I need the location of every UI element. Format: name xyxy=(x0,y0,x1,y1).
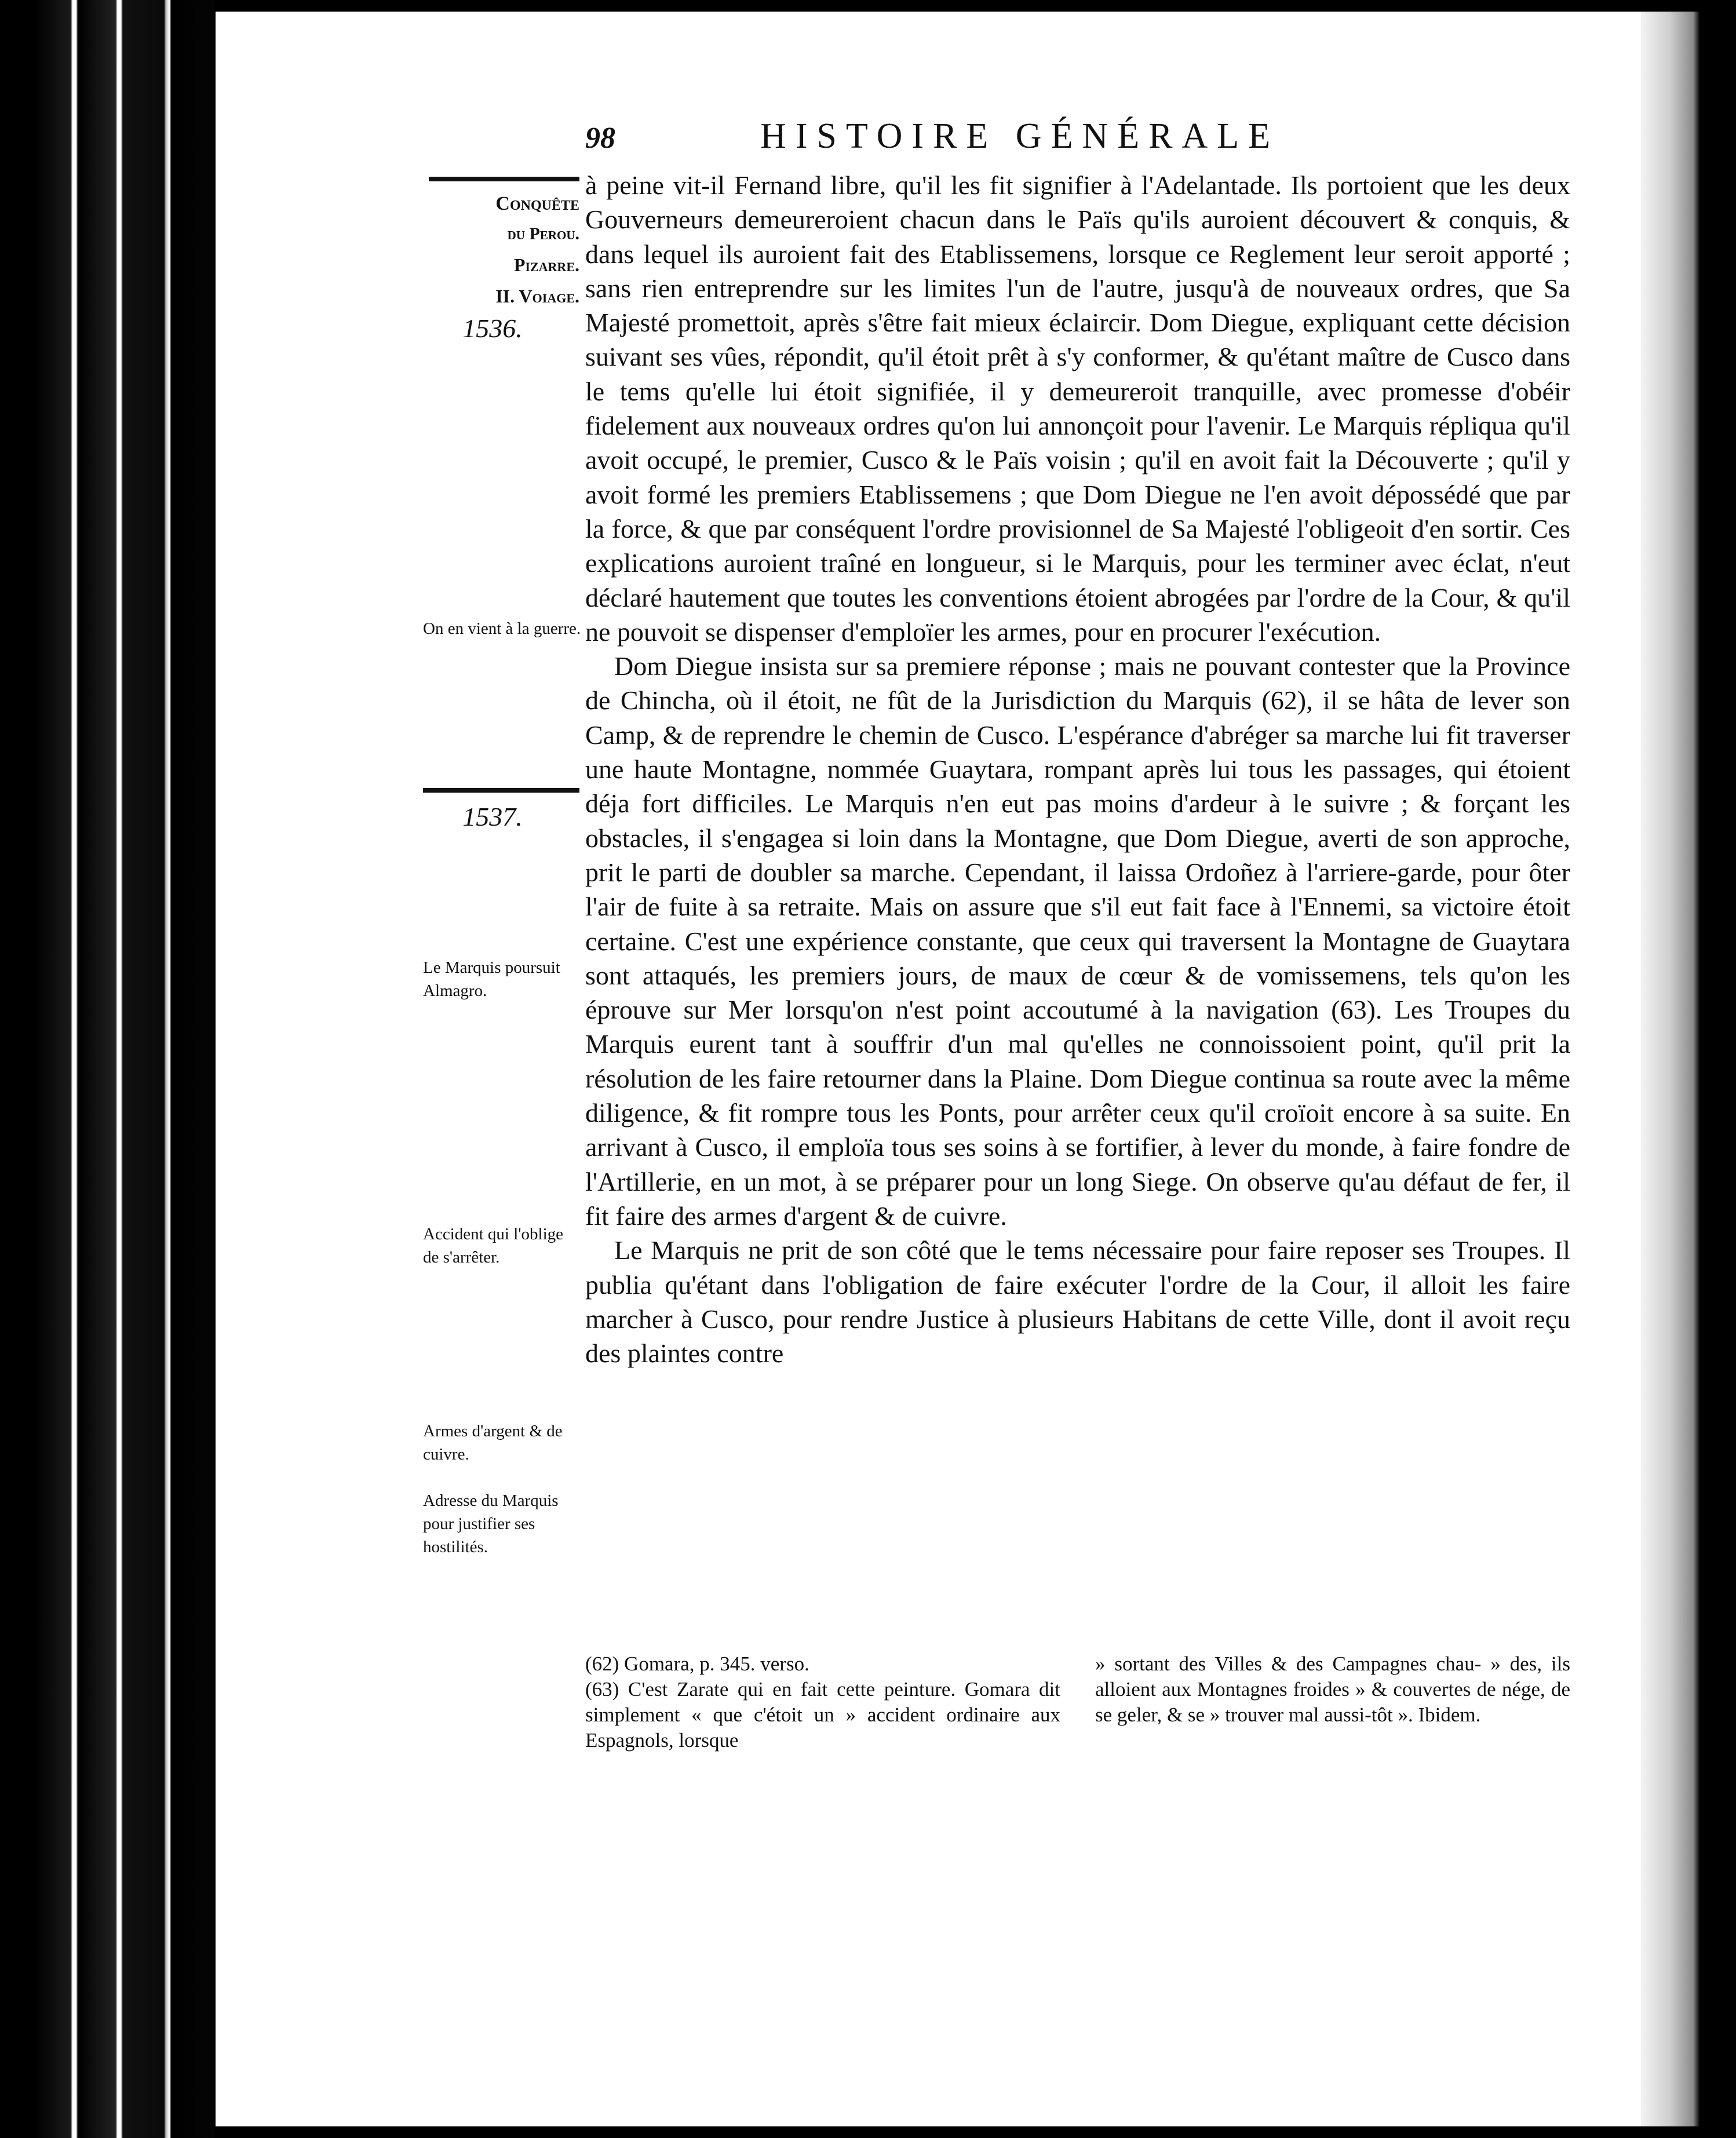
paragraph: Le Marquis ne prit de son côté que le tems nécessaire pour faire reposer ses Troupes. Il publia qu'étant dans l'obligation de faire exécuter l'ordre de la Cour, il alloit les faire marcher à Cusco, pour rendre Justice à plusieurs Habitans de cette Ville, dont il avoit reçu des plaintes contre xyxy=(585,1235,1570,1369)
margin-note-pursuit: Le Marquis poursuit Almagro. xyxy=(423,958,560,1000)
footnote-column-left xyxy=(585,1651,1060,1753)
page-number: 98 xyxy=(585,122,615,155)
margin-note-accident: Accident qui l'oblige de s'arrêter. xyxy=(423,1225,563,1267)
page-header xyxy=(585,116,1570,168)
margin-section-line3: Pizarre. xyxy=(513,254,579,275)
margin-year-1536: 1536. xyxy=(462,313,523,343)
footnote-63-continued: » sortant des Villes & des Campagnes chau- » des, ils alloient aux Montagnes froides » & couvertes de nége, de se geler, & se » trouver mal aussi-tôt ». Ibidem. xyxy=(1095,1652,1570,1726)
margin-section-heading xyxy=(406,177,579,347)
margin-note-adresse: Adresse du Marquis pour justifier ses hostilités. xyxy=(423,1491,559,1556)
footnote-column-right xyxy=(1095,1651,1570,1753)
main-text xyxy=(585,168,1570,1370)
book-spine xyxy=(35,0,214,2138)
margin-rule xyxy=(429,177,579,181)
footnote-63: (63) C'est Zarate qui en fait cette peinture. Gomara dit simplement « que c'étoit un » accident ordinaire aux Espagnols, lorsque xyxy=(585,1678,1060,1752)
margin-section-line4: II. Voiage. xyxy=(495,286,579,307)
margin-year-block xyxy=(406,788,579,836)
paragraph: à peine vit-il Fernand libre, qu'il les fit signifier à l'Adelantade. Ils portoient que les deux Gouverneurs demeureroient chacun dans le Païs qu'ils auroient découvert & conquis, & dans lequel ils auroient fait des Etablissemens, lorsque ce Reglement leur seroit apporté ; sans rien entreprendre sur les limites l'un de l'autre, jusqu'à de nouveaux ordres, que Sa Majesté promettoit, après s'être fait mieux éclaircir. Dom Diegue, expliquant cette décision suivant ses vûes, répondit, qu'il étoit prêt à s'y conformer, & qu'étant maître de Cusco dans le tems qu'elle lui étoit signifiée, il y demeureroit tranquille, avec promesse d'obéir fidelement aux nouveaux ordres qu'on lui annonçoit pour l'avenir. Le Marquis répliqua qu'il avoit occupé, le premier, Cusco & le Païs voisin ; qu'il en avoit fait la Découverte ; qu'il y avoit formé les premiers Etablissemens ; que Dom Diegue ne l'en avoit dépossédé que par la force, & que par conséquent l'ordre provisionnel de Sa Majesté l'obligeoit d'en sortir. Ces explications auroient traîné en longueur, si le Marquis, pour les terminer avec éclat, n'eut déclaré hautement que toutes les conventions étoient abrogées par l'ordre de la Cour, & qu'il ne pouvoit se dispenser d'emploïer les armes, pour en procurer l'exécution. xyxy=(585,170,1570,647)
paragraph: Dom Diegue insista sur sa premiere réponse ; mais ne pouvant contester que la Province de Chincha, où il étoit, ne fût de la Jurisdiction du Marquis (62), il se hâta de lever son Camp, & de reprendre le chemin de Cusco. L'espérance d'abréger sa marche lui fit traverser une haute Montagne, nommée Guaytara, rompant après lui tous les passages, qui étoient déja fort difficiles. Le Marquis n'en eut pas moins d'ardeur à le suivre ; & forçant les obstacles, il s'engagea si loin dans la Montagne, que Dom Diegue, averti de son approche, prit le parti de doubler sa marche. Cependant, il laissa Ordoñez à l'arriere-garde, pour ôter l'air de fuite à sa retraite. Mais on assure que s'il eut fait face à l'Ennemi, sa victoire étoit certaine. C'est une expérience constante, que ceux qui traversent la Montagne de Guaytara sont attaqués, les premiers jours, de maux de cœur & de vomissemens, tels qu'on les éprouve sur Mer lorsqu'on n'est point accoutumé à la navigation (63). Les Troupes du Marquis eurent tant à souffrir d'un mal qu'elles ne connoissoient point, qu'il prit la résolution de les faire retourner dans la Plaine. Dom Diegue continua sa route avec la même diligence, & fit rompre tous les Ponts, pour arrêter ceux qu'il croïoit encore à sa suite. En arrivant à Cusco, il emploïa tous ses soins à se fortifier, à lever du monde, à faire fondre de l'Artillerie, en un mot, à se préparer pour un long Siege. On observe qu'au défaut de fer, il fit faire des armes d'argent & de cuivre. xyxy=(585,651,1570,1231)
margin-section-line2: du Perou. xyxy=(507,224,579,243)
margin-note-war: On en vient à la guerre. xyxy=(423,619,581,638)
margin-rule xyxy=(423,788,579,793)
margin-section-line1: Conquête xyxy=(495,193,579,214)
running-head: HISTOIRE GÉNÉRALE xyxy=(760,116,1279,156)
page-edge xyxy=(1641,12,1736,2126)
footnote-62: (62) Gomara, p. 345. verso. xyxy=(585,1652,809,1675)
margin-year-1537: 1537. xyxy=(462,802,523,831)
margin-note-arms: Armes d'argent & de cuivre. xyxy=(423,1422,563,1464)
footnotes xyxy=(585,1651,1570,1753)
